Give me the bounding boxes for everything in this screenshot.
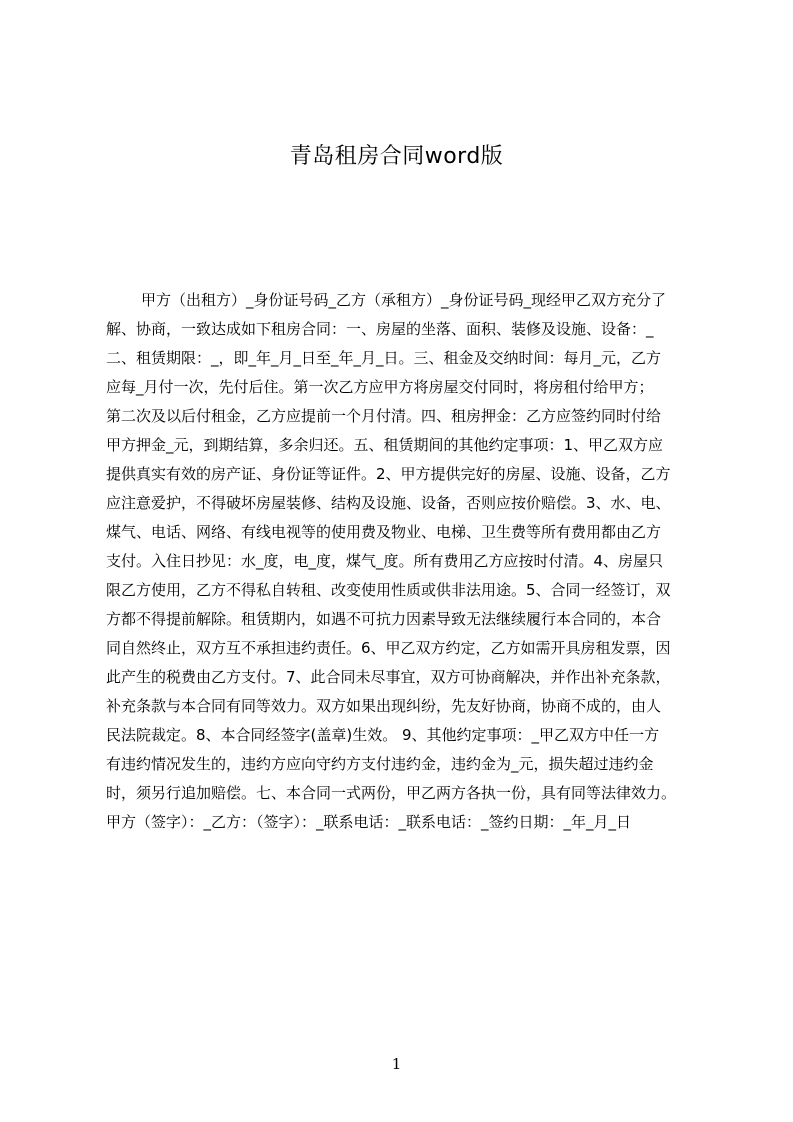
body-line: 第二次及以后付租金，乙方应提前一个月付清。四、租房押金：乙方应签约同时付给 xyxy=(106,407,662,425)
contract-body xyxy=(106,286,700,831)
body-line: 应每_月付一次，先付后住。第一次乙方应甲方将房屋交付同时，将房租付给甲方； xyxy=(106,378,654,396)
body-line: 限乙方使用，乙方不得私自转租、改变使用性质或供非法用途。5、合同一经签订，双 xyxy=(106,581,671,599)
body-line: 方都不得提前解除。租赁期内，如遇不可抗力因素导致无法继续履行本合同的，本合 xyxy=(106,610,662,628)
body-line: 甲方（出租方）_身份证号码_乙方（承租方）_身份证号码_现经甲乙双方充分了 xyxy=(141,291,667,309)
page-number: 1 xyxy=(391,1055,402,1073)
body-line: 甲方押金_元，到期结算，多余归还。五、租赁期间的其他约定事项：1、甲乙双方应 xyxy=(106,436,664,454)
body-line: 时，须另行追加赔偿。七、本合同一式两份，甲乙两方各执一份，具有同等法律效力。 xyxy=(106,784,677,802)
body-line: 煤气、电话、网络、有线电视等的使用费及物业、电梯、卫生费等所有费用都由乙方 xyxy=(106,523,662,541)
body-line: 同自然终止，双方互不承担违约责任。6、甲乙双方约定，乙方如需开具房租发票，因 xyxy=(106,639,671,657)
body-line: 民法院裁定。8、本合同经签字(盖章)生效。 9、其他约定事项：_甲乙双方中任一方 xyxy=(106,726,660,744)
body-line: 解、协商，一致达成如下租房合同：一、房屋的坐落、面积、装修及设施、设备：_ xyxy=(106,320,654,338)
document-title: 青岛租房合同word版 xyxy=(289,144,504,169)
body-line: 补充条款与本合同有同等效力。双方如果出现纠纷，先友好协商，协商不成的，由人 xyxy=(106,697,662,715)
body-line: 应注意爱护，不得破坏房屋装修、结构及设施、设备，否则应按价赔偿。3、水、电、 xyxy=(106,494,671,512)
body-line: 此产生的税费由乙方支付。7、此合同未尽事宜，双方可协商解决，并作出补充条款， xyxy=(106,668,671,686)
body-line: 提供真实有效的房产证、身份证等证件。2、甲方提供完好的房屋、设施、设备，乙方 xyxy=(106,465,671,483)
body-line: 二、租赁期限：_，即_年_月_日至_年_月_日。三、租金及交纳时间：每月_元，乙方 xyxy=(106,349,662,367)
body-line: 支付。入住日抄见：水_度，电_度，煤气_度。所有费用乙方应按时付清。4、房屋只 xyxy=(106,552,664,570)
body-line: 有违约情况发生的，违约方应向守约方支付违约金，违约金为_元，损失超过违约金 xyxy=(106,755,654,773)
body-line: 甲方（签字）：_乙方：（签字）：_联系电话：_联系电话：_签约日期：_年_月_日 xyxy=(106,813,632,831)
